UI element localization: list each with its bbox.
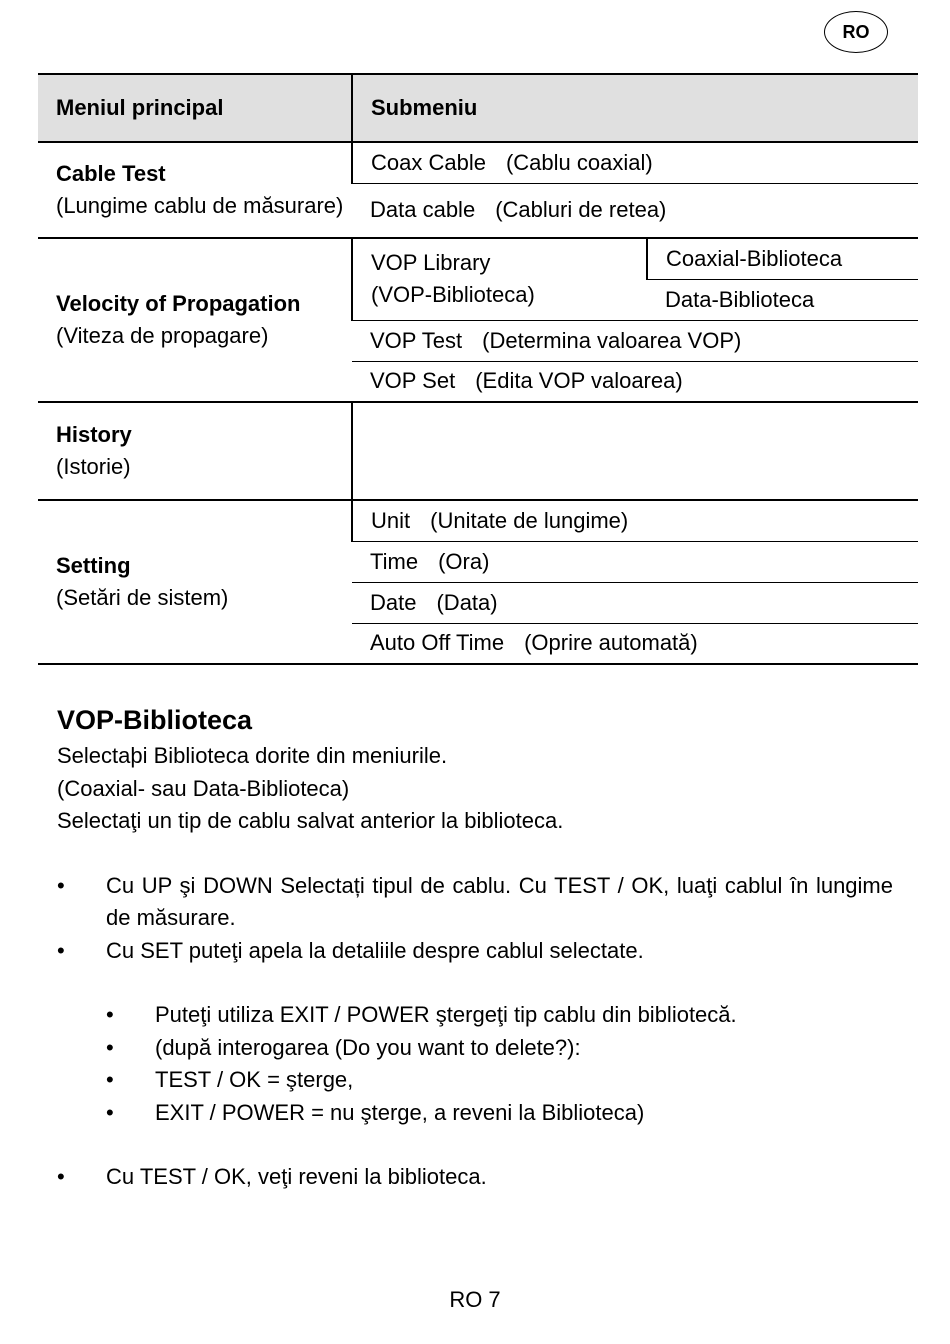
main-menu-setting — [38, 500, 352, 664]
submenu-en: Data cable — [370, 197, 476, 223]
main-menu-desc: (Setări de sistem) — [56, 585, 229, 610]
submenu-vop-test — [352, 320, 918, 361]
submenu-en: Time — [370, 548, 419, 574]
submenu-en: VOP Set — [370, 368, 456, 394]
submenu-en: Date — [370, 589, 417, 615]
main-menu-title: Setting — [56, 553, 131, 578]
main-menu-desc: (Lungime cablu de măsurare) — [56, 193, 344, 218]
submenu-ro: (Ora) — [438, 548, 490, 574]
submenu-date — [352, 582, 918, 623]
main-menu-cable-test — [38, 142, 352, 238]
list-item: • Cu SET puteţi apela la detaliile despre cablul selectate. — [57, 935, 893, 968]
submenu-ro: (Cablu coaxial) — [505, 149, 653, 175]
submenu-time — [352, 541, 918, 582]
intro-line: (Coaxial- sau Data-Biblioteca) — [57, 775, 350, 801]
submenu-ro: (VOP-Biblioteca) — [371, 282, 535, 308]
page-number: RO 7 — [449, 1287, 501, 1312]
list-item: • Puteţi utiliza EXIT / POWER ştergeţi tip cablu din bibliotecă. — [106, 999, 893, 1032]
submenu-ro: (Edita VOP valoarea) — [475, 368, 683, 394]
main-menu-desc: (Istorie) — [56, 454, 131, 479]
submenu-empty — [352, 402, 918, 500]
submenu-ro: (Determina valoarea VOP) — [482, 327, 742, 353]
vop-library-section — [57, 700, 893, 1194]
table-row — [38, 402, 918, 500]
menu-table — [38, 73, 918, 665]
table-row — [38, 238, 918, 279]
submenu-vop-set — [352, 361, 918, 402]
submenu-vop-library — [352, 238, 647, 320]
table-row — [38, 500, 918, 541]
nested-bullet-list — [106, 999, 893, 1129]
table-header-row — [38, 74, 918, 142]
table-row — [38, 142, 918, 183]
main-menu-vop — [38, 238, 352, 402]
submenu-coax-cable — [352, 142, 918, 183]
list-item: • EXIT / POWER = nu şterge, a reveni la Biblioteca) — [106, 1097, 893, 1130]
submenu-ro: (Data) — [436, 589, 498, 615]
main-menu-history — [38, 402, 352, 500]
submenu-ro: (Unitate de lungime) — [430, 507, 629, 533]
submenu-ro: (Oprire automată) — [524, 630, 698, 656]
header-main-menu: Meniul principal — [38, 74, 352, 142]
submenu-en: Coax Cable — [371, 149, 486, 175]
main-menu-title: History — [56, 422, 132, 447]
final-bullet-list — [57, 1161, 893, 1194]
submenu-unit — [352, 500, 918, 541]
submenu-data-library: Data-Biblioteca — [647, 279, 918, 320]
list-item: • Cu TEST / OK, veţi reveni la biblioteca. — [57, 1161, 893, 1194]
bullet-list — [57, 870, 893, 968]
submenu-en: VOP Library — [371, 250, 491, 276]
main-menu-title: Cable Test — [56, 161, 166, 186]
submenu-en: Auto Off Time — [370, 630, 505, 656]
submenu-en: VOP Test — [370, 327, 463, 353]
submenu-coaxial-library: Coaxial-Biblioteca — [647, 238, 918, 279]
list-item: • (după interogarea (Do you want to delete?): — [106, 1032, 893, 1065]
header-submenu: Submeniu — [352, 74, 918, 142]
language-badge: RO — [824, 11, 888, 53]
submenu-data-cable — [352, 183, 918, 238]
list-item: • Cu UP şi DOWN Selectați tipul de cablu. Cu TEST / OK, luaţi cablul în lungime de măsurare. — [57, 870, 893, 935]
list-item: • TEST / OK = şterge, — [106, 1064, 893, 1097]
submenu-ro: (Cabluri de retea) — [495, 197, 667, 223]
main-menu-title: Velocity of Propagation — [56, 291, 301, 316]
submenu-en: Unit — [371, 507, 411, 533]
submenu-auto-off-time — [352, 623, 918, 664]
main-menu-desc: (Viteza de propagare) — [56, 323, 269, 348]
section-title: VOP-Biblioteca — [57, 705, 253, 735]
intro-line: Selectaţi un tip de cablu salvat anterior la biblioteca. — [57, 808, 564, 833]
intro-line: Selectaþi Biblioteca dorite din meniurile. — [57, 743, 448, 768]
